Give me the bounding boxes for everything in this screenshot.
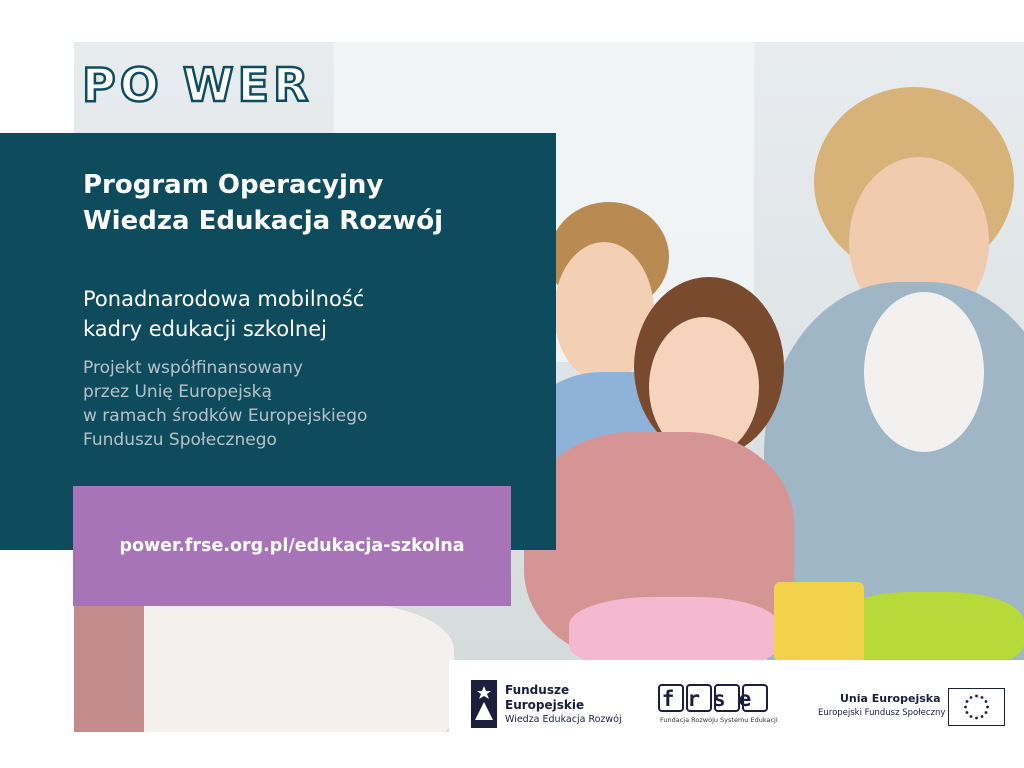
program-subtitle-line1: Ponadnarodowa mobilność — [83, 287, 365, 311]
photo-foreground-plaid — [74, 602, 144, 732]
program-title-line2: Wiedza Edukacja Rozwój — [83, 206, 444, 236]
fe-logo-line3: Wiedza Edukacja Rozwój — [505, 714, 622, 725]
fundusze-europejskie-logo-icon — [471, 680, 497, 728]
photo-woman-shirt — [864, 292, 984, 452]
program-title — [83, 167, 543, 239]
funding-description-line1: Projekt współfinansowany — [83, 358, 303, 378]
photo-pink-bowl — [569, 597, 779, 667]
fe-logo-line2: Europejskie — [505, 698, 585, 712]
po-wer-logo: PO WER — [82, 58, 313, 112]
eu-stars-group — [964, 695, 989, 720]
funding-description-line2: przez Unię Europejską — [83, 382, 272, 402]
frse-logo — [658, 684, 778, 724]
eu-logo-line1: Unia Europejska — [840, 692, 941, 705]
funding-description-line4: Funduszu Społecznego — [83, 430, 277, 450]
website-link-text: power.frse.org.pl/edukacja-szkolna — [119, 536, 465, 556]
frse-subtitle: Fundacja Rozwoju Systemu Edukacji — [660, 716, 778, 724]
program-subtitle-line2: kadry edukacji szkolnej — [83, 317, 327, 341]
funding-description-line3: w ramach środków Europejskiego — [83, 406, 368, 426]
eu-flag-stars — [949, 689, 1004, 725]
funding-description — [83, 356, 523, 452]
program-subtitle — [83, 284, 543, 344]
website-link[interactable] — [73, 486, 511, 606]
fe-logo-line1: Fundusze — [505, 683, 570, 697]
frse-logo-text: frse — [661, 687, 765, 711]
eu-logo-line2: Europejski Fundusz Społeczny — [818, 708, 946, 718]
frse-logo-icon — [658, 684, 768, 714]
program-title-line1: Program Operacyjny — [83, 170, 384, 200]
photo-yellow-paper — [774, 582, 864, 662]
eu-flag-icon — [948, 688, 1005, 726]
